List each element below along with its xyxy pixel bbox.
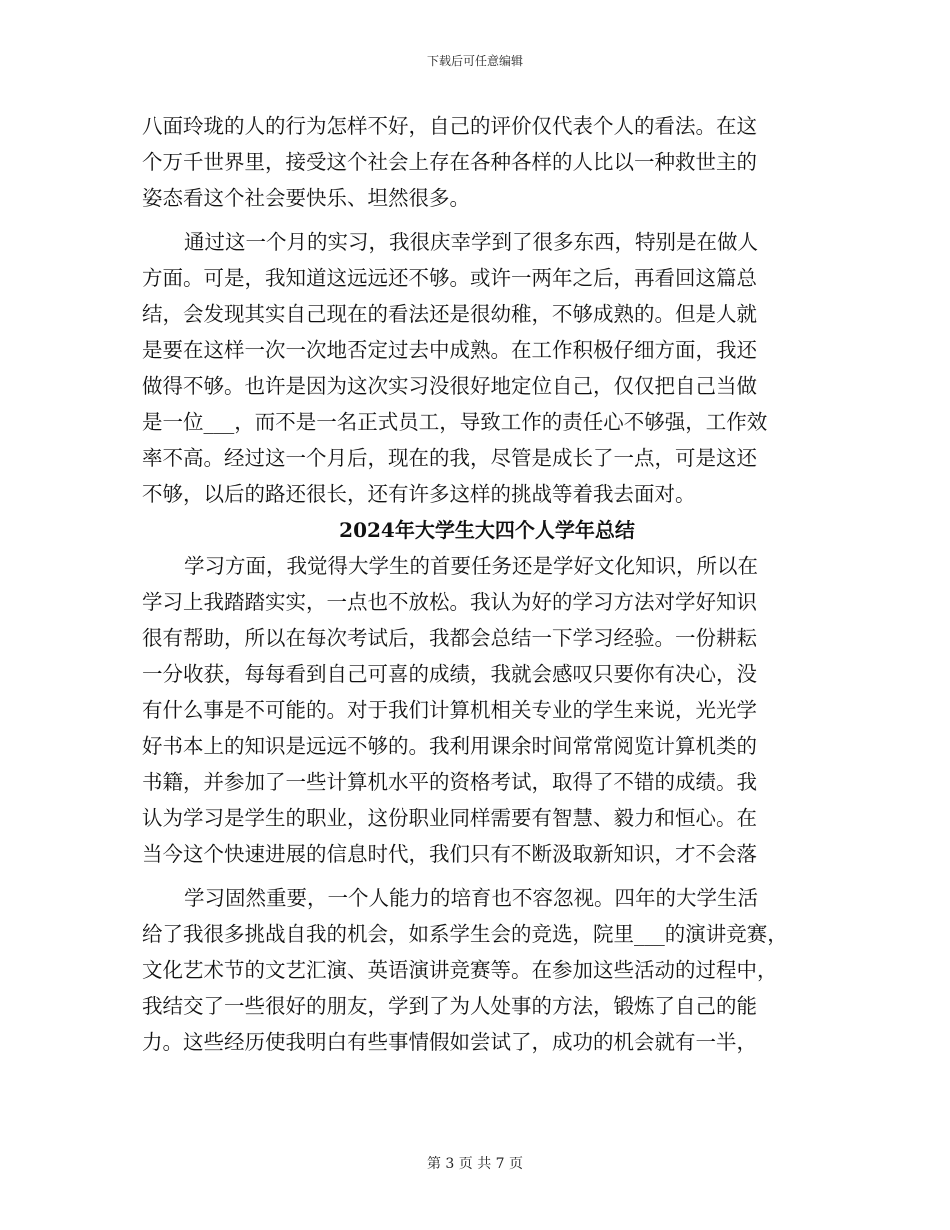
text-line: 方面。可是，我知道这远远还不够。或许一两年之后，再看回这篇总 [142, 266, 757, 290]
text-line: 率不高。经过这一个月后，现在的我，尽管是成长了一点，可是这还 [142, 446, 757, 470]
text-line: 认为学习是学生的职业，这份职业同样需要有智慧、毅力和恒心。在 [142, 806, 757, 830]
text-line: 文化艺术节的文艺汇演、英语演讲竞赛等。在参加这些活动的过程中， [142, 958, 778, 982]
text-line: 力。这些经历使我明白有些事情假如尝试了，成功的机会就有一半， [142, 1030, 757, 1054]
paragraph-gap [142, 872, 822, 880]
text-line: 书籍，并参加了一些计算机水平的资格考试，取得了不错的成绩。我 [142, 770, 757, 794]
paragraph [142, 548, 822, 872]
paragraph [142, 224, 822, 512]
text-line: 姿态看这个社会要快乐、坦然很多。 [142, 186, 470, 210]
text-line: 一分收获，每每看到自己可喜的成绩，我就会感叹只要你有决心，没 [142, 662, 757, 686]
text-line: 学习固然重要，一个人能力的培育也不容忽视。四年的大学生活 [184, 886, 758, 910]
text-line: 通过这一个月的实习，我很庆幸学到了很多东西，特别是在做人 [184, 230, 758, 254]
text-line: 结，会发现其实自己现在的看法还是很幼稚，不够成熟的。但是人就 [142, 302, 757, 326]
text-line: 个万千世界里，接受这个社会上存在各种各样的人比以一种救世主的 [142, 150, 757, 174]
document-body [142, 108, 822, 1060]
text-line: 有什么事是不可能的。对于我们计算机相关专业的学生来说，光光学 [142, 698, 757, 722]
paragraph-gap [142, 216, 822, 224]
paragraph [142, 108, 822, 216]
text-line: 当今这个快速进展的信息时代，我们只有不断汲取新知识，才不会落 [142, 842, 757, 866]
text-line: 学习上我踏踏实实，一点也不放松。我认为好的学习方法对学好知识 [142, 590, 757, 614]
page-header [0, 52, 950, 70]
text-line: 做得不够。也许是因为这次实习没很好地定位自己，仅仅把自己当做 [142, 374, 757, 398]
header-note: 下载后可任意编辑 [426, 54, 523, 68]
text-line: 学习方面，我觉得大学生的首要任务还是学好文化知识，所以在 [184, 554, 758, 578]
text-line: 给了我很多挑战自我的机会，如系学生会的竞选，院里___的演讲竞赛， [142, 922, 788, 946]
page-number: 第 3 页 共 7 页 [426, 1156, 524, 1172]
text-line: 是一位___，而不是一名正式员工，导致工作的责任心不够强，工作效 [142, 410, 768, 434]
section-title: 2024年大学生大四个人学年总结 [339, 518, 635, 542]
text-line: 是要在这样一次一次地否定过去中成熟。在工作积极仔细方面，我还 [142, 338, 757, 362]
text-line: 我结交了一些很好的朋友，学到了为人处事的方法，锻炼了自己的能 [142, 994, 757, 1018]
page-footer [0, 1154, 950, 1174]
text-line: 不够，以后的路还很长，还有许多这样的挑战等着我去面对。 [142, 482, 696, 506]
text-line: 很有帮助，所以在每次考试后，我都会总结一下学习经验。一份耕耘 [142, 626, 757, 650]
text-line: 好书本上的知识是远远不够的。我利用课余时间常常阅览计算机类的 [142, 734, 757, 758]
text-line: 八面玲珑的人的行为怎样不好，自己的评价仅代表个人的看法。在这 [142, 114, 757, 138]
paragraph [142, 880, 822, 1060]
